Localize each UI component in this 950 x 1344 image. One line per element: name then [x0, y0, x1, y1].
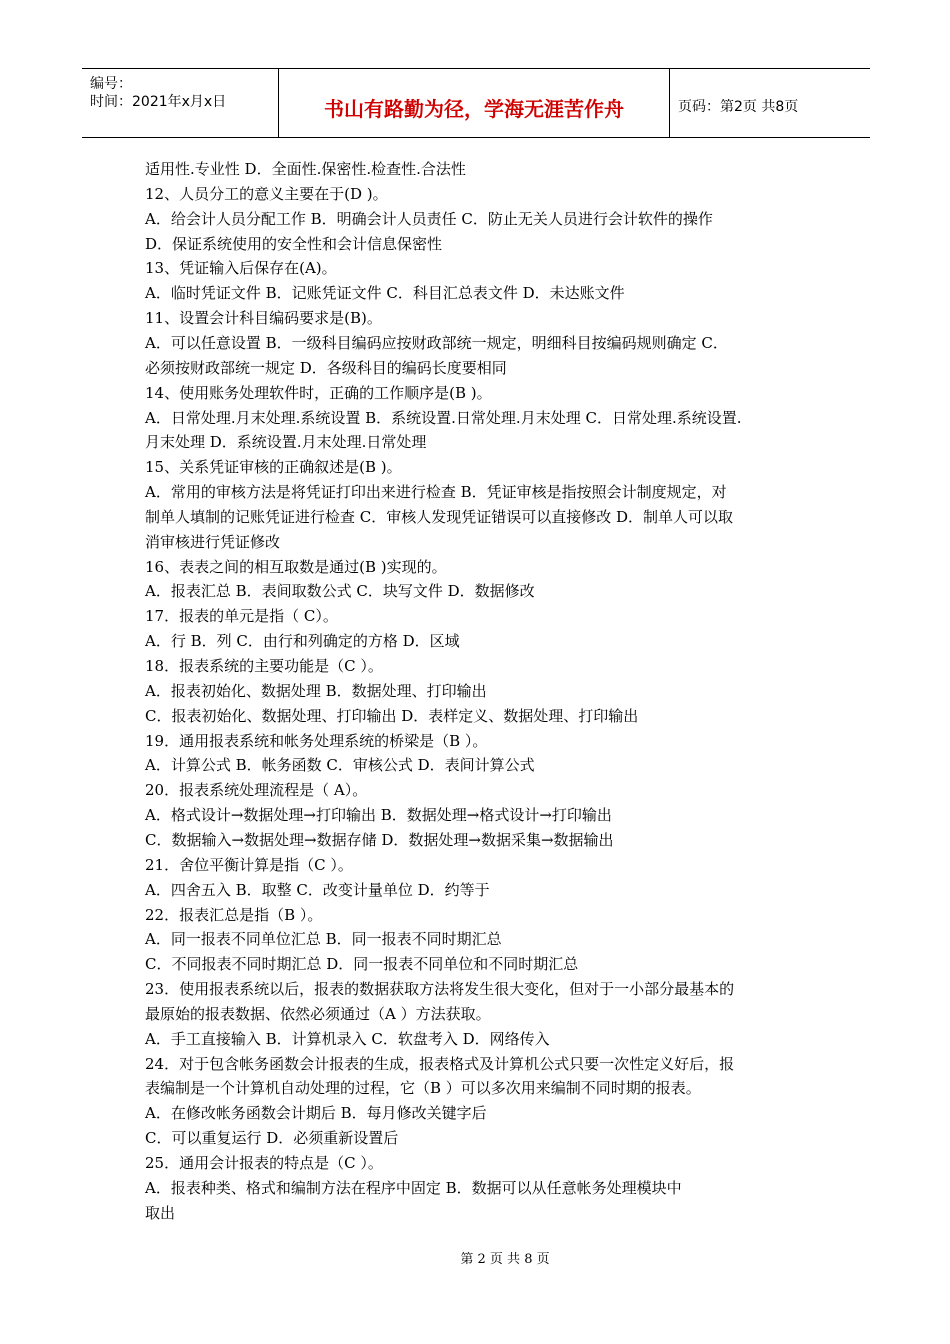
text-line: 12、人员分工的意义主要在于(D )。: [145, 185, 388, 203]
text-line: C．可以重复运行 D．必须重新设置后: [145, 1129, 399, 1147]
text-line: 16、表表之间的相互取数是通过(B )实现的。: [145, 558, 447, 576]
text-line: 25．通用会计报表的特点是（C ）。: [145, 1154, 383, 1172]
text-line: 月末处理 D．系统设置.月末处理.日常处理: [145, 433, 427, 451]
page-footer: [0, 1248, 950, 1267]
text-line: 18．报表系统的主要功能是（C ）。: [145, 657, 383, 675]
text-line: 14、使用账务处理软件时，正确的工作顺序是(B )。: [145, 384, 492, 402]
text-line: 制单人填制的记账凭证进行检查 C．审核人发现凭证错误可以直接修改 D．制单人可以取: [145, 508, 734, 526]
text-line: A．格式设计→数据处理→打印输出 B．数据处理→格式设计→打印输出: [145, 806, 612, 824]
text-line: 22．报表汇总是指（B ）。: [145, 906, 323, 924]
text-line: D．保证系统使用的安全性和会计信息保密性: [145, 235, 443, 253]
text-line: 表编制是一个计算机自动处理的过程，它（B ）可以多次用来编制不同时期的报表。: [145, 1079, 701, 1097]
text-line: 15、关系凭证审核的正确叙述是(B )。: [145, 458, 402, 476]
text-line: 必须按财政部统一规定 D．各级科目的编码长度要相同: [145, 359, 507, 377]
text-line: A．报表汇总 B．表间取数公式 C．块写文件 D．数据修改: [145, 582, 535, 600]
text-line: A．在修改帐务函数会计期后 B．每月修改关键字后: [145, 1104, 487, 1122]
text-line: 消审核进行凭证修改: [145, 533, 281, 551]
text-line: A．同一报表不同单位汇总 B．同一报表不同时期汇总: [145, 930, 502, 948]
text-line: A．四舍五入 B．取整 C．改变计量单位 D．约等于: [145, 881, 490, 899]
text-line: C．报表初始化、数据处理、打印输出 D．表样定义、数据处理、打印输出: [145, 707, 639, 725]
text-line: C．数据输入→数据处理→数据存储 D．数据处理→数据采集→数据输出: [145, 831, 614, 849]
text-line: A．报表初始化、数据处理 B．数据处理、打印输出: [145, 682, 487, 700]
text-line: 适用性.专业性 D．全面性.保密性.检查性.合法性: [145, 160, 466, 178]
header-page-cell: [670, 69, 870, 137]
text-line: A．日常处理.月末处理.系统设置 B．系统设置.日常处理.月末处理 C．日常处理.系统设置.: [145, 409, 742, 427]
footer-page-number: 第 2 页 共 8 页: [460, 1252, 550, 1267]
text-line: 24．对于包含帐务函数会计报表的生成，报表格式及计算机公式只要一次性定义好后，报: [145, 1055, 735, 1073]
header-page-number: 页码：第2页 共8页: [678, 99, 799, 115]
header-motto: 书山有路勤为径，学海无涯苦作舟: [324, 97, 624, 121]
text-line: 取出: [145, 1204, 176, 1222]
header-info-cell: [82, 69, 279, 137]
text-line: 11、设置会计科目编码要求是(B)。: [145, 309, 382, 327]
text-line: 13、凭证输入后保存在(A)。: [145, 259, 337, 277]
text-line: 17．报表的单元是指（ C）。: [145, 607, 338, 625]
document-time-label: 时间：2021年x月x日: [90, 94, 227, 110]
text-line: 20．报表系统处理流程是（ A）。: [145, 781, 368, 799]
text-line: 23．使用报表系统以后，报表的数据获取方法将发生很大变化，但对于一小部分最基本的: [145, 980, 735, 998]
text-line: C．不同报表不同时期汇总 D．同一报表不同单位和不同时期汇总: [145, 955, 579, 973]
text-line: A．给会计人员分配工作 B．明确会计人员责任 C．防止无关人员进行会计软件的操作: [145, 210, 713, 228]
header-motto-cell: [279, 69, 670, 137]
text-line: 21．舍位平衡计算是指（C ）。: [145, 856, 353, 874]
text-line: 19．通用报表系统和帐务处理系统的桥梁是（B ）。: [145, 732, 488, 750]
text-line: A．报表种类、格式和编制方法在程序中固定 B．数据可以从任意帐务处理模块中: [145, 1179, 682, 1197]
text-line: A．行 B．列 C．由行和列确定的方格 D．区域: [145, 632, 460, 650]
text-line: A．常用的审核方法是将凭证打印出来进行检查 B．凭证审核是指按照会计制度规定，对: [145, 483, 727, 501]
document-header: [82, 68, 870, 138]
text-line: A．可以任意设置 B．一级科目编码应按财政部统一规定，明细科目按编码规则确定 C．: [145, 334, 728, 352]
text-line: 最原始的报表数据、依然必须通过（A ）方法获取。: [145, 1005, 491, 1023]
text-line: A．临时凭证文件 B．记账凭证文件 C．科目汇总表文件 D．未达账文件: [145, 284, 625, 302]
document-number-label: 编号：: [90, 76, 132, 92]
text-line: A．计算公式 B．帐务函数 C．审核公式 D．表间计算公式: [145, 756, 535, 774]
text-line: A．手工直接输入 B．计算机录入 C．软盘考入 D．网络传入: [145, 1030, 550, 1048]
